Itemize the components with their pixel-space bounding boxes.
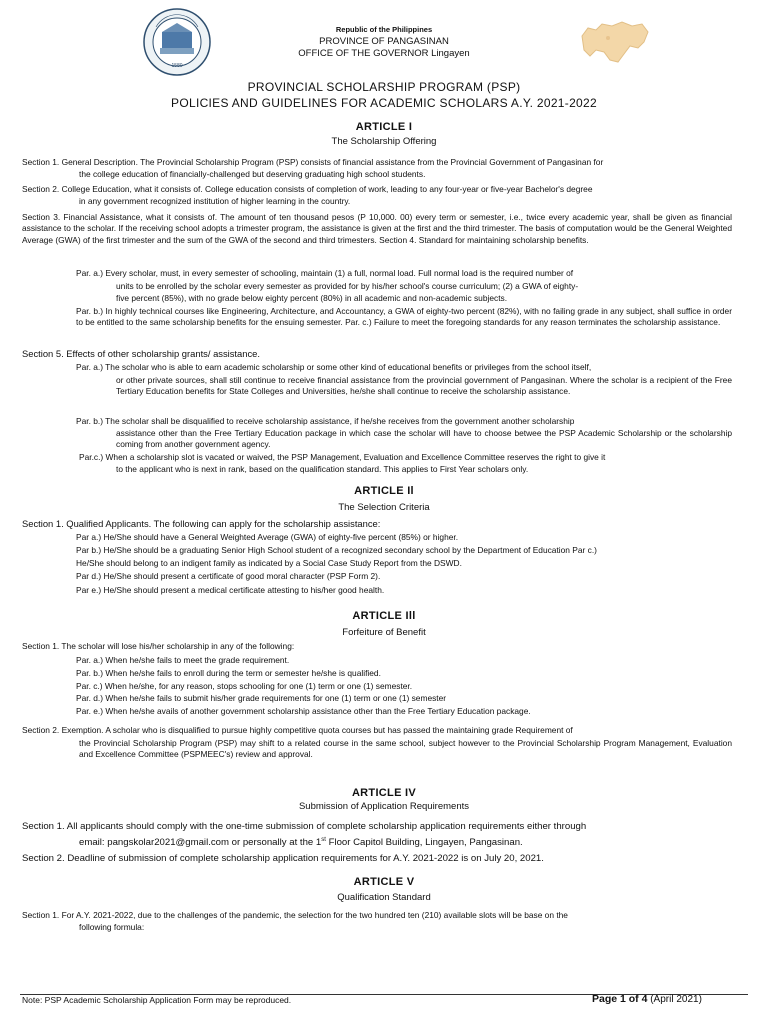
article-5-heading: ARTICLE V [353,876,415,888]
article-4-section-2: Section 2. Deadline of submission of complete scholarship application requirements for A.Y. 2021-2022 is on July 20, 2021. [22,853,544,864]
article-1-section-5: Section 5. Effects of other scholarship grants/ assistance. [22,348,260,359]
article-1-par-a-cont2: five percent (85%), with no grade below eighty percent (80%) in all academic and non-academic subjects. [116,293,508,303]
article-1-s5-par-a-cont: or other private sources, shall still continue to receive financial assistance from the provincial government of Pangasinan. Where the scholar is a recipient of the Free Tertiary Education benefits for State Colleges and Universities, he/she shall continue to receive the scholarship assistance. [116,375,732,397]
article-2-par-d: Par d.) He/She should present a certificate of good moral character (PSP Form 2). [76,571,381,581]
article-1-section-3: Section 3. Financial Assistance, what it consists of. The amount of ten thousand pesos (P 10,000. 00) every term or semester, i.e., twice every academic year, shall be given as financial assistance to the scholar. If the receiving school adopts a trimester program, the assistance is given at the first and the third trimester. The basis of computation would be the General Weighted Average (GWA) of the first trimester and the sum of the GWA of the second and third trimesters. Section 4. Standard for maintaining scholarship benefits. [22,212,732,245]
article-3-par-a: Par. a.) When he/she fails to meet the grade requirement. [76,655,290,665]
article-3-heading: ARTICLE Ill [352,610,416,622]
office-label: OFFICE OF THE GOVERNOR Lingayen [298,48,470,59]
page-date: (April 2021) [647,994,702,1005]
document-title: PROVINCIAL SCHOLARSHIP PROGRAM (PSP) [247,80,521,94]
article-4-section-1-cont [79,833,732,850]
article-5-section-1-cont: following formula: [79,922,145,932]
pangasinan-map-icon [578,16,652,68]
article-3-par-e: Par. e.) When he/she avails of another government scholarship assistance other than the Free Tertiary Education package. [76,706,531,716]
article-4-section-1: Section 1. All applicants should comply with the one-time submission of complete scholarship application requirements either through [22,821,587,832]
article-1-s5-par-b: Par. b.) The scholar shall be disqualified to receive scholarship assistance, if he/she receives from the government another scholarship [76,416,575,426]
article-1-s5-par-c: Par.c.) When a scholarship slot is vacated or waived, the PSP Management, Evaluation and Excellence Committee reserves the right to give it [79,452,606,462]
page-count: Page 1 of 4 [592,993,648,1005]
article-3-par-b: Par. b.) When he/she fails to enroll during the term or semester he/she is qualified. [76,668,381,678]
article-3-par-c: Par. c.) When he/she, for any reason, stops schooling for one (1) term or one (1) semester. [76,681,413,691]
page-number [592,993,702,1005]
article-2-subtitle: The Selection Criteria [338,502,430,513]
article-4-subtitle: Submission of Application Requirements [298,801,470,812]
article-1-section-2: Section 2. College Education, what it consists of. College education consists of completion of work, leading to any four-year or five-year Bachelor's degree [22,184,593,194]
article-1-s5-par-b-cont: assistance other than the Free Tertiary Education package in which case the scholar will have to choose betwee the PSP Academic Scholarship or the scholarship coming from another government agency. [116,428,732,450]
article-1-heading: ARTICLE I [355,121,413,133]
article-1-section-1-cont: the college education of financially-challenged but deserving graduating high school students. [79,169,426,179]
address-text: Floor Capitol Building, Lingayen, Pangasinan. [325,837,523,849]
province-label: PROVINCE OF PANGASINAN [319,36,449,47]
republic-label: Republic of the Philippines [335,25,433,34]
article-1-par-a-cont: units to be enrolled by the scholar every semester as provided for by his/her school's course curriculum; (2) a GWA of eighty- [116,281,579,291]
footer-note: Note: PSP Academic Scholarship Application Form may be reproduced. [22,995,292,1005]
superscript-st: st [321,837,326,843]
article-2-section-1: Section 1. Qualified Applicants. The following can apply for the scholarship assistance: [22,518,381,529]
article-2-par-b: Par b.) He/She should be a graduating Senior High School student of a recognized secondary school by the Department of Education Par c.) [76,545,597,555]
article-3-par-d: Par. d.) When he/she fails to submit his/her grade requirements for one (1) term or one (1) semester [76,693,447,703]
article-1-s5-par-a: Par. a.) The scholar who is able to earn academic scholarship or some other kind of educational benefits or privileges from the school itself, [76,362,592,372]
article-5-section-1: Section 1. For A.Y. 2021-2022, due to the challenges of the pandemic, the selection for the two hundred ten (210) available slots will be base on the [22,910,568,920]
article-1-par-b: Par. b.) In highly technical courses like Engineering, Architecture, and Accountancy, a GWA of eighty-two percent (82%), with no failing grade in any subject, shall suffice in order to be entitled to the same scholarship benefits for the ensuing semester. Par. c.) Failure to meet the foregoing standards for any reason terminates the scholarship assistance. [76,306,732,328]
article-2-par-e: Par e.) He/She should present a medical certificate attesting to his/her good health. [76,585,385,595]
document-subtitle: POLICIES AND GUIDELINES FOR ACADEMIC SCHOLARS A.Y. 2021-2022 [171,96,597,110]
article-4-heading: ARTICLE IV [351,787,417,799]
article-3-section-2: Section 2. Exemption. A scholar who is disqualified to pursue highly competitive quota courses but has passed the maintaining grade Requirement of [22,725,573,735]
article-1-subtitle: The Scholarship Offering [331,136,437,147]
article-5-subtitle: Qualification Standard [337,892,431,903]
article-3-subtitle: Forfeiture of Benefit [342,627,426,638]
email-text: email: pangskolar2021@gmail.com or personally at the 1 [79,837,322,849]
article-3-section-1: Section 1. The scholar will lose his/her scholarship in any of the following: [22,641,295,651]
article-2-par-b-cont: He/She should belong to an indigent family as indicated by a Social Case Study Report from the DSWD. [76,558,462,568]
article-1-s5-par-c-cont: to the applicant who is next in rank, based on the qualification standard. This applies to First Year scholars only. [116,464,529,474]
article-3-section-2-cont: the Provincial Scholarship Program (PSP) may shift to a related course in the same school, subject however to the Provincial Scholarship Program Management, Evaluation and Excellence Committee (PSPMEEC's) review and approval. [79,738,732,760]
article-1-section-2-cont: in any government recognized institution of higher learning in the country. [79,196,351,206]
article-2-par-a: Par a.) He/She should have a General Weighted Average (GWA) of eighty-five percent (85%) or higher. [76,532,459,542]
article-1-section-1: Section 1. General Description. The Provincial Scholarship Program (PSP) consists of financial assistance from the Provincial Government of Pangasinan for [22,157,604,167]
article-2-heading: ARTICLE Il [354,485,414,497]
article-1-par-a: Par. a.) Every scholar, must, in every semester of schooling, maintain (1) a full, normal load. Full normal load is the required number of [76,268,574,278]
svg-text:1580: 1580 [171,63,183,69]
